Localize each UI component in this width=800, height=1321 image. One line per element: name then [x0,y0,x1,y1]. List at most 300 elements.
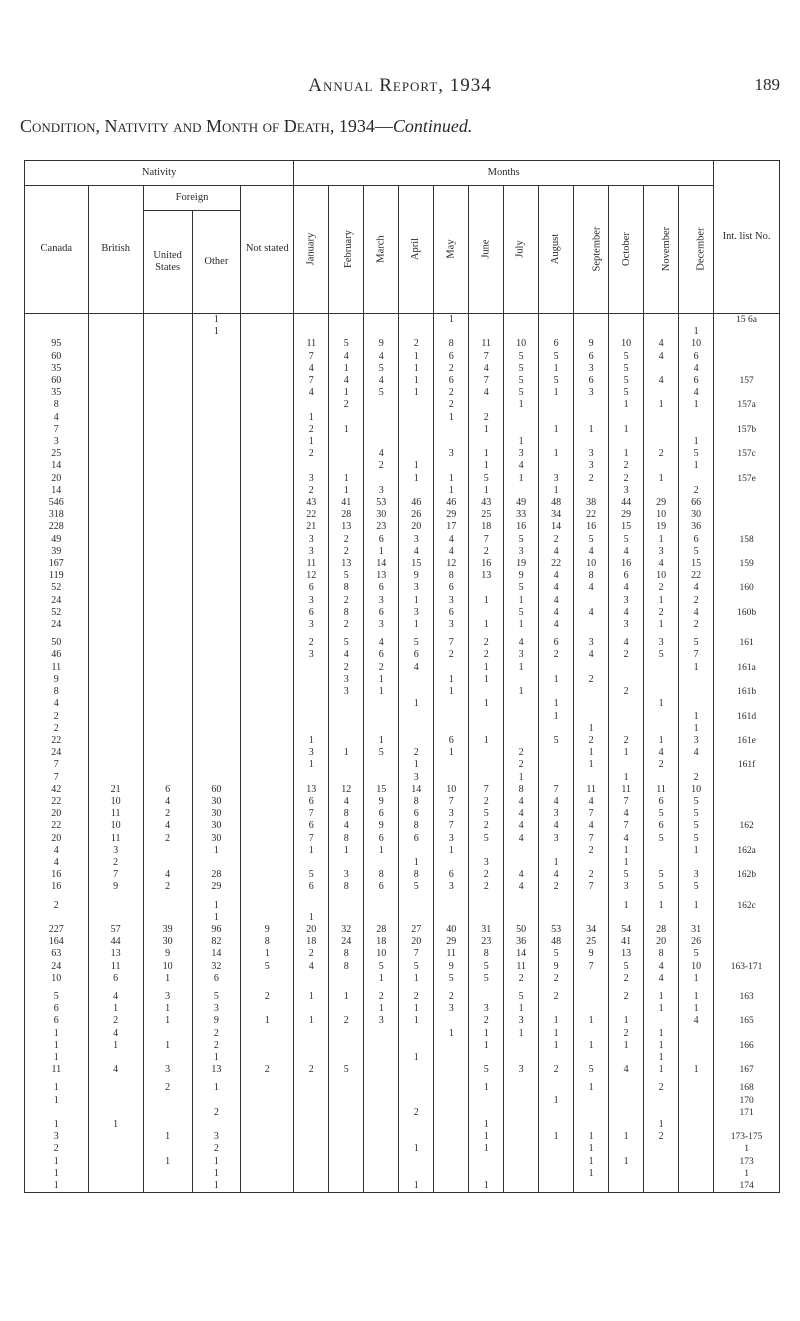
table-cell [143,399,192,411]
table-cell [574,857,609,869]
int-list-cell [714,1119,780,1131]
table-cell [504,711,539,723]
table-cell [241,619,294,631]
table-cell [399,399,434,411]
table-cell [644,363,679,375]
table-cell: 6 [143,784,192,796]
table-cell [241,747,294,759]
table-cell [241,326,294,338]
table-cell [88,662,143,674]
table-cell [88,772,143,784]
table-cell [364,759,399,771]
table-cell: 3 [644,637,679,649]
table-cell: 4 [679,747,714,759]
int-list-cell [714,1003,780,1015]
table-cell: 24 [25,747,89,759]
int-list-cell: 161d [714,711,780,723]
table-cell: 16 [25,881,89,893]
int-list-cell: 161e [714,735,780,747]
table-cell: 1 [504,473,539,485]
table-cell [241,595,294,607]
table-cell [241,759,294,771]
table-cell: 7 [679,649,714,661]
table-cell [679,912,714,924]
table-cell: 6 [294,582,329,594]
canada-header: Canada [25,186,89,314]
table-cell [88,912,143,924]
table-cell [364,399,399,411]
table-cell [609,662,644,674]
table-cell: 9 [364,338,399,350]
table-cell: 7 [574,833,609,845]
table-cell: 3 [609,595,644,607]
table-cell: 30 [679,509,714,521]
table-cell: 5 [504,351,539,363]
table-cell: 8 [469,948,504,960]
table-cell: 3 [504,546,539,558]
table-cell: 2 [469,546,504,558]
table-cell: 2 [644,1082,679,1094]
table-cell: 31 [679,924,714,936]
table-cell: 1 [434,845,469,857]
table-cell: 22 [539,558,574,570]
table-cell: 1 [399,1052,434,1064]
table-cell: 5 [329,570,364,582]
table-cell [399,485,434,497]
table-cell [539,845,574,857]
table-cell [294,1156,329,1168]
table-cell: 1 [609,857,644,869]
table-cell [469,900,504,912]
table-cell: 4 [574,582,609,594]
table-cell: 5 [399,961,434,973]
table-cell [434,723,469,735]
table-cell: 2 [679,595,714,607]
table-cell: 1 [25,1095,89,1107]
table-cell [88,509,143,521]
table-cell: 4 [644,338,679,350]
table-cell: 1 [574,1040,609,1052]
table-cell [399,1119,434,1131]
foreign-header: Foreign [143,186,241,211]
table-cell [574,1107,609,1119]
table-row [25,833,780,845]
table-cell [364,412,399,424]
table-cell: 10 [679,338,714,350]
table-cell [241,375,294,387]
table-cell: 39 [25,546,89,558]
int-list-cell [714,509,780,521]
table-row [25,900,780,912]
table-cell: 1 [434,473,469,485]
table-cell: 6 [192,973,241,985]
table-cell: 42 [25,784,89,796]
table-cell: 4 [469,387,504,399]
table-cell: 3 [539,808,574,820]
table-cell [192,607,241,619]
table-cell: 1 [364,674,399,686]
table-cell [88,399,143,411]
table-cell: 4 [679,582,714,594]
table-cell: 8 [329,833,364,845]
int-list-header: Int. list No. [714,161,780,314]
table-cell [88,1168,143,1180]
table-cell [88,460,143,472]
table-cell: 4 [679,387,714,399]
table-cell: 3 [364,1015,399,1027]
table-cell: 9 [25,674,89,686]
table-cell: 7 [609,796,644,808]
table-row [25,375,780,387]
int-list-cell [714,649,780,661]
table-cell [434,460,469,472]
table-cell [143,845,192,857]
table-cell: 1 [644,698,679,710]
table-cell [192,582,241,594]
table-cell: 49 [504,497,539,509]
table-cell: 2 [294,1064,329,1076]
table-cell: 4 [609,1064,644,1076]
table-row [25,546,780,558]
table-cell: 7 [609,820,644,832]
table-cell: 1 [399,351,434,363]
int-list-cell: 171 [714,1107,780,1119]
table-row [25,869,780,881]
table-cell [329,1082,364,1094]
table-cell [329,1028,364,1040]
table-cell: 1 [399,973,434,985]
table-cell [399,711,434,723]
table-cell [241,973,294,985]
table-cell: 22 [25,796,89,808]
table-cell: 228 [25,521,89,533]
table-cell: 9 [434,961,469,973]
table-cell: 2 [329,534,364,546]
table-cell [679,1040,714,1052]
month-november-header: November [644,186,679,314]
table-cell: 8 [434,338,469,350]
table-cell: 1 [469,735,504,747]
table-cell: 7 [25,772,89,784]
table-cell: 1 [192,326,241,338]
table-cell: 24 [25,961,89,973]
table-cell: 1 [192,1168,241,1180]
table-cell: 1 [469,460,504,472]
table-cell [609,314,644,327]
table-cell [574,973,609,985]
table-cell: 1 [469,448,504,460]
table-cell: 1 [609,845,644,857]
table-cell [644,912,679,924]
table-cell [294,1168,329,1180]
table-cell [574,485,609,497]
table-cell [241,497,294,509]
table-row [25,387,780,399]
table-cell: 3 [364,595,399,607]
table-row [25,399,780,411]
table-cell [192,387,241,399]
table-cell [192,747,241,759]
table-cell: 13 [192,1064,241,1076]
table-cell [644,772,679,784]
table-cell [294,723,329,735]
table-cell [329,857,364,869]
table-cell: 9 [143,948,192,960]
table-cell: 2 [434,363,469,375]
int-list-cell [714,363,780,375]
table-cell [644,723,679,735]
table-cell: 2 [329,1015,364,1027]
table-cell: 31 [469,924,504,936]
table-cell: 29 [192,881,241,893]
table-cell: 3 [143,991,192,1003]
table-row [25,674,780,686]
table-cell: 8 [329,881,364,893]
table-cell: 1 [399,698,434,710]
int-list-cell: 173-175 [714,1131,780,1143]
table-cell: 5 [679,881,714,893]
months-header: Months [294,161,714,186]
int-list-cell [714,460,780,472]
table-cell: 2 [143,833,192,845]
int-list-cell: 160 [714,582,780,594]
table-cell: 5 [504,363,539,375]
table-cell: 5 [329,338,364,350]
table-cell: 6 [679,351,714,363]
int-list-cell [714,521,780,533]
table-cell [364,1095,399,1107]
table-cell: 1 [539,857,574,869]
table-cell [644,460,679,472]
table-cell [574,619,609,631]
table-cell: 30 [143,936,192,948]
table-row [25,448,780,460]
table-cell: 4 [644,973,679,985]
table-cell: 10 [679,784,714,796]
int-list-cell [714,485,780,497]
int-list-cell: 157a [714,399,780,411]
table-cell [329,1040,364,1052]
table-cell: 1 [294,912,329,924]
table-cell: 5 [329,1064,364,1076]
table-cell: 13 [329,558,364,570]
table-cell: 1 [469,1131,504,1143]
table-cell: 9 [241,924,294,936]
table-cell [609,1180,644,1193]
table-cell: 12 [434,558,469,570]
table-cell: 1 [679,326,714,338]
table-cell [469,314,504,327]
table-cell [574,662,609,674]
table-cell: 1 [241,1015,294,1027]
table-cell [504,1095,539,1107]
table-cell: 7 [574,808,609,820]
table-cell [25,912,89,924]
table-cell: 1 [399,1180,434,1193]
table-cell: 5 [504,534,539,546]
table-cell [88,558,143,570]
table-cell [25,314,89,327]
table-cell: 11 [294,558,329,570]
table-cell [469,686,504,698]
table-cell: 5 [504,387,539,399]
table-cell [294,698,329,710]
table-cell: 2 [609,991,644,1003]
table-row [25,924,780,936]
table-cell: 3 [574,387,609,399]
table-cell: 3 [192,1003,241,1015]
table-cell: 6 [679,375,714,387]
table-row [25,558,780,570]
page-number: 189 [754,75,780,94]
table-cell [241,1168,294,1180]
table-cell [469,991,504,1003]
table-cell [679,1082,714,1094]
table-cell [192,351,241,363]
table-cell: 3 [574,448,609,460]
table-cell: 11 [88,961,143,973]
table-cell: 3 [609,485,644,497]
table-cell: 10 [644,570,679,582]
table-cell [609,912,644,924]
table-cell: 13 [329,521,364,533]
table-cell: 10 [434,784,469,796]
table-cell: 2 [539,881,574,893]
table-cell: 4 [88,1064,143,1076]
table-cell [364,698,399,710]
table-cell [294,1028,329,1040]
table-row [25,460,780,472]
table-cell: 1 [504,686,539,698]
table-cell: 1 [469,674,504,686]
table-cell [88,900,143,912]
table-cell: 11 [25,1064,89,1076]
table-cell: 3 [679,735,714,747]
table-cell: 5 [469,808,504,820]
month-august-header: August [539,186,574,314]
table-cell [329,412,364,424]
table-cell: 1 [469,485,504,497]
table-cell: 14 [25,485,89,497]
int-list-cell [714,857,780,869]
table-cell [609,412,644,424]
table-cell: 2 [25,711,89,723]
int-list-cell [714,436,780,448]
table-cell [644,686,679,698]
table-cell: 2 [329,546,364,558]
table-cell [192,1119,241,1131]
table-cell: 2 [644,759,679,771]
table-cell [574,1119,609,1131]
table-cell: 4 [574,607,609,619]
table-cell: 20 [25,833,89,845]
table-cell [241,509,294,521]
table-cell: 50 [504,924,539,936]
table-row [25,582,780,594]
table-cell: 1 [644,1119,679,1131]
table-cell: 52 [25,607,89,619]
table-cell: 7 [574,881,609,893]
table-row [25,961,780,973]
table-cell: 1 [679,399,714,411]
table-cell [434,1168,469,1180]
table-cell [294,1082,329,1094]
table-cell: 6 [364,582,399,594]
table-cell [88,375,143,387]
table-cell: 4 [469,363,504,375]
table-cell: 30 [364,509,399,521]
table-cell: 25 [25,448,89,460]
table-cell [143,1028,192,1040]
table-cell [364,900,399,912]
table-cell: 14 [25,460,89,472]
table-cell: 5 [679,833,714,845]
table-cell: 2 [88,857,143,869]
table-cell [241,649,294,661]
table-cell [504,314,539,327]
table-cell: 6 [399,808,434,820]
table-cell: 21 [294,521,329,533]
table-cell [192,521,241,533]
table-cell: 1 [143,1015,192,1027]
table-cell: 20 [25,473,89,485]
table-cell [329,1168,364,1180]
table-cell: 30 [192,808,241,820]
table-cell [192,546,241,558]
table-cell [539,900,574,912]
table-cell: 14 [504,948,539,960]
table-cell [329,759,364,771]
table-cell: 5 [539,375,574,387]
mortality-table [24,160,780,1193]
table-cell [143,686,192,698]
int-list-cell: 163 [714,991,780,1003]
table-cell [574,1052,609,1064]
table-cell [192,735,241,747]
table-cell: 1 [644,1052,679,1064]
table-cell: 1 [364,686,399,698]
table-cell: 41 [329,497,364,509]
table-cell: 4 [329,649,364,661]
table-cell: 4 [609,808,644,820]
table-cell [609,1107,644,1119]
table-cell: 4 [143,796,192,808]
table-cell [539,662,574,674]
table-cell: 10 [364,948,399,960]
int-list-cell: 161f [714,759,780,771]
table-cell: 3 [399,582,434,594]
int-list-cell: 168 [714,1082,780,1094]
table-cell: 1 [434,686,469,698]
table-cell: 1 [192,845,241,857]
table-row [25,1040,780,1052]
table-row [25,796,780,808]
table-row [25,1052,780,1064]
table-cell [88,485,143,497]
table-cell: 25 [469,509,504,521]
table-cell [574,900,609,912]
table-cell [644,662,679,674]
table-cell: 1 [329,845,364,857]
table-cell [504,1156,539,1168]
table-cell [241,338,294,350]
table-cell: 3 [504,1064,539,1076]
table-cell: 4 [644,375,679,387]
table-cell: 3 [25,436,89,448]
table-cell [241,607,294,619]
table-cell [504,735,539,747]
table-cell [88,448,143,460]
